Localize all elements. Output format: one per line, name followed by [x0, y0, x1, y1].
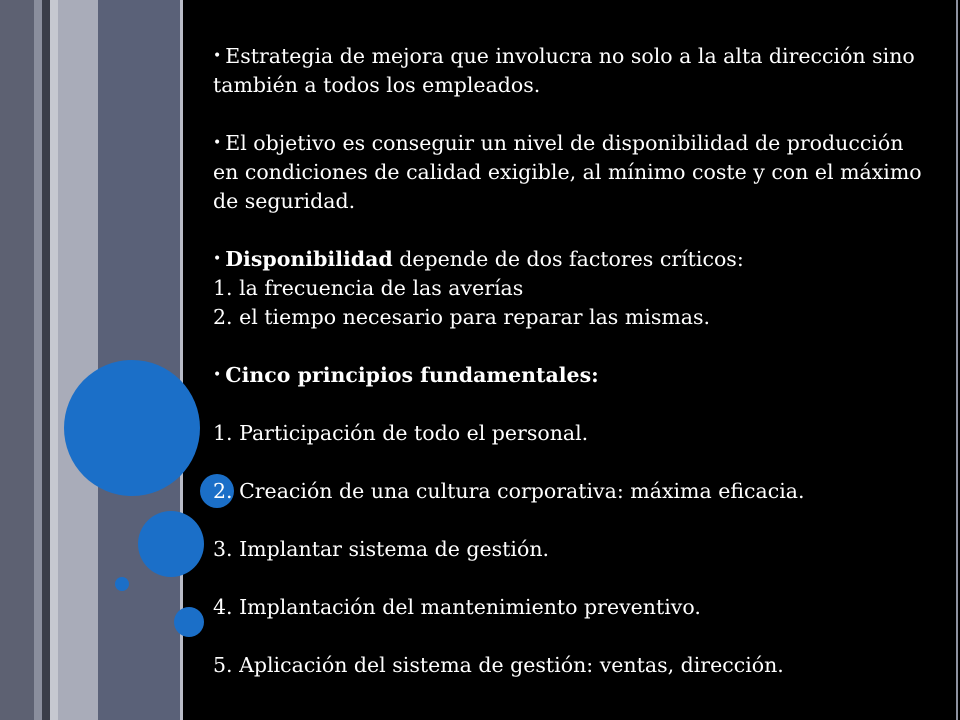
decorative-stripe [42, 0, 50, 720]
principles-heading: Cinco principios fundamentales: [225, 363, 599, 387]
bullet-strategy-text: Estrategia de mejora que involucra no solo a la alta dirección sino también a todos los empleados. [213, 44, 915, 97]
bullet-dot-icon: • [213, 48, 222, 64]
bullet-principles [213, 361, 925, 390]
decorative-stripe [58, 0, 98, 720]
decorative-circle-small [174, 607, 204, 637]
decorative-circle-tiny [115, 577, 129, 591]
availability-text: depende de dos factores críticos: [392, 247, 744, 271]
principle-item: 4. Implantación del mantenimiento preventivo. [213, 595, 701, 619]
principle-item: 1. Participación de todo el personal. [213, 421, 589, 445]
bullet-dot-icon: • [213, 135, 222, 151]
bullet-dot-icon: • [213, 251, 222, 267]
bullet-objective [213, 129, 925, 216]
availability-factor: 1. la frecuencia de las averías [213, 276, 524, 300]
bullet-availability [213, 245, 925, 274]
decorative-circle-medium [138, 511, 204, 577]
principle-item: 2. Creación de una cultura corporativa: máxima eficacia. [213, 479, 805, 503]
availability-term: Disponibilidad [225, 247, 393, 271]
bullet-objective-text: El objetivo es conseguir un nivel de disponibilidad de producción en condiciones de calidad exigible, al mínimo coste y con el máximo de seguridad. [213, 131, 922, 213]
decorative-stripe [34, 0, 42, 720]
principle-item: 5. Aplicación del sistema de gestión: ventas, dirección. [213, 653, 784, 677]
bullet-strategy [213, 42, 925, 100]
decorative-circle-large [64, 360, 200, 496]
principle-item: 3. Implantar sistema de gestión. [213, 537, 550, 561]
right-edge-line [956, 0, 958, 720]
availability-factor: 2. el tiempo necesario para reparar las mismas. [213, 305, 711, 329]
bullet-dot-icon: • [213, 367, 222, 383]
decorative-stripe [50, 0, 58, 720]
slide-body [213, 42, 925, 680]
decorative-stripe [0, 0, 34, 720]
